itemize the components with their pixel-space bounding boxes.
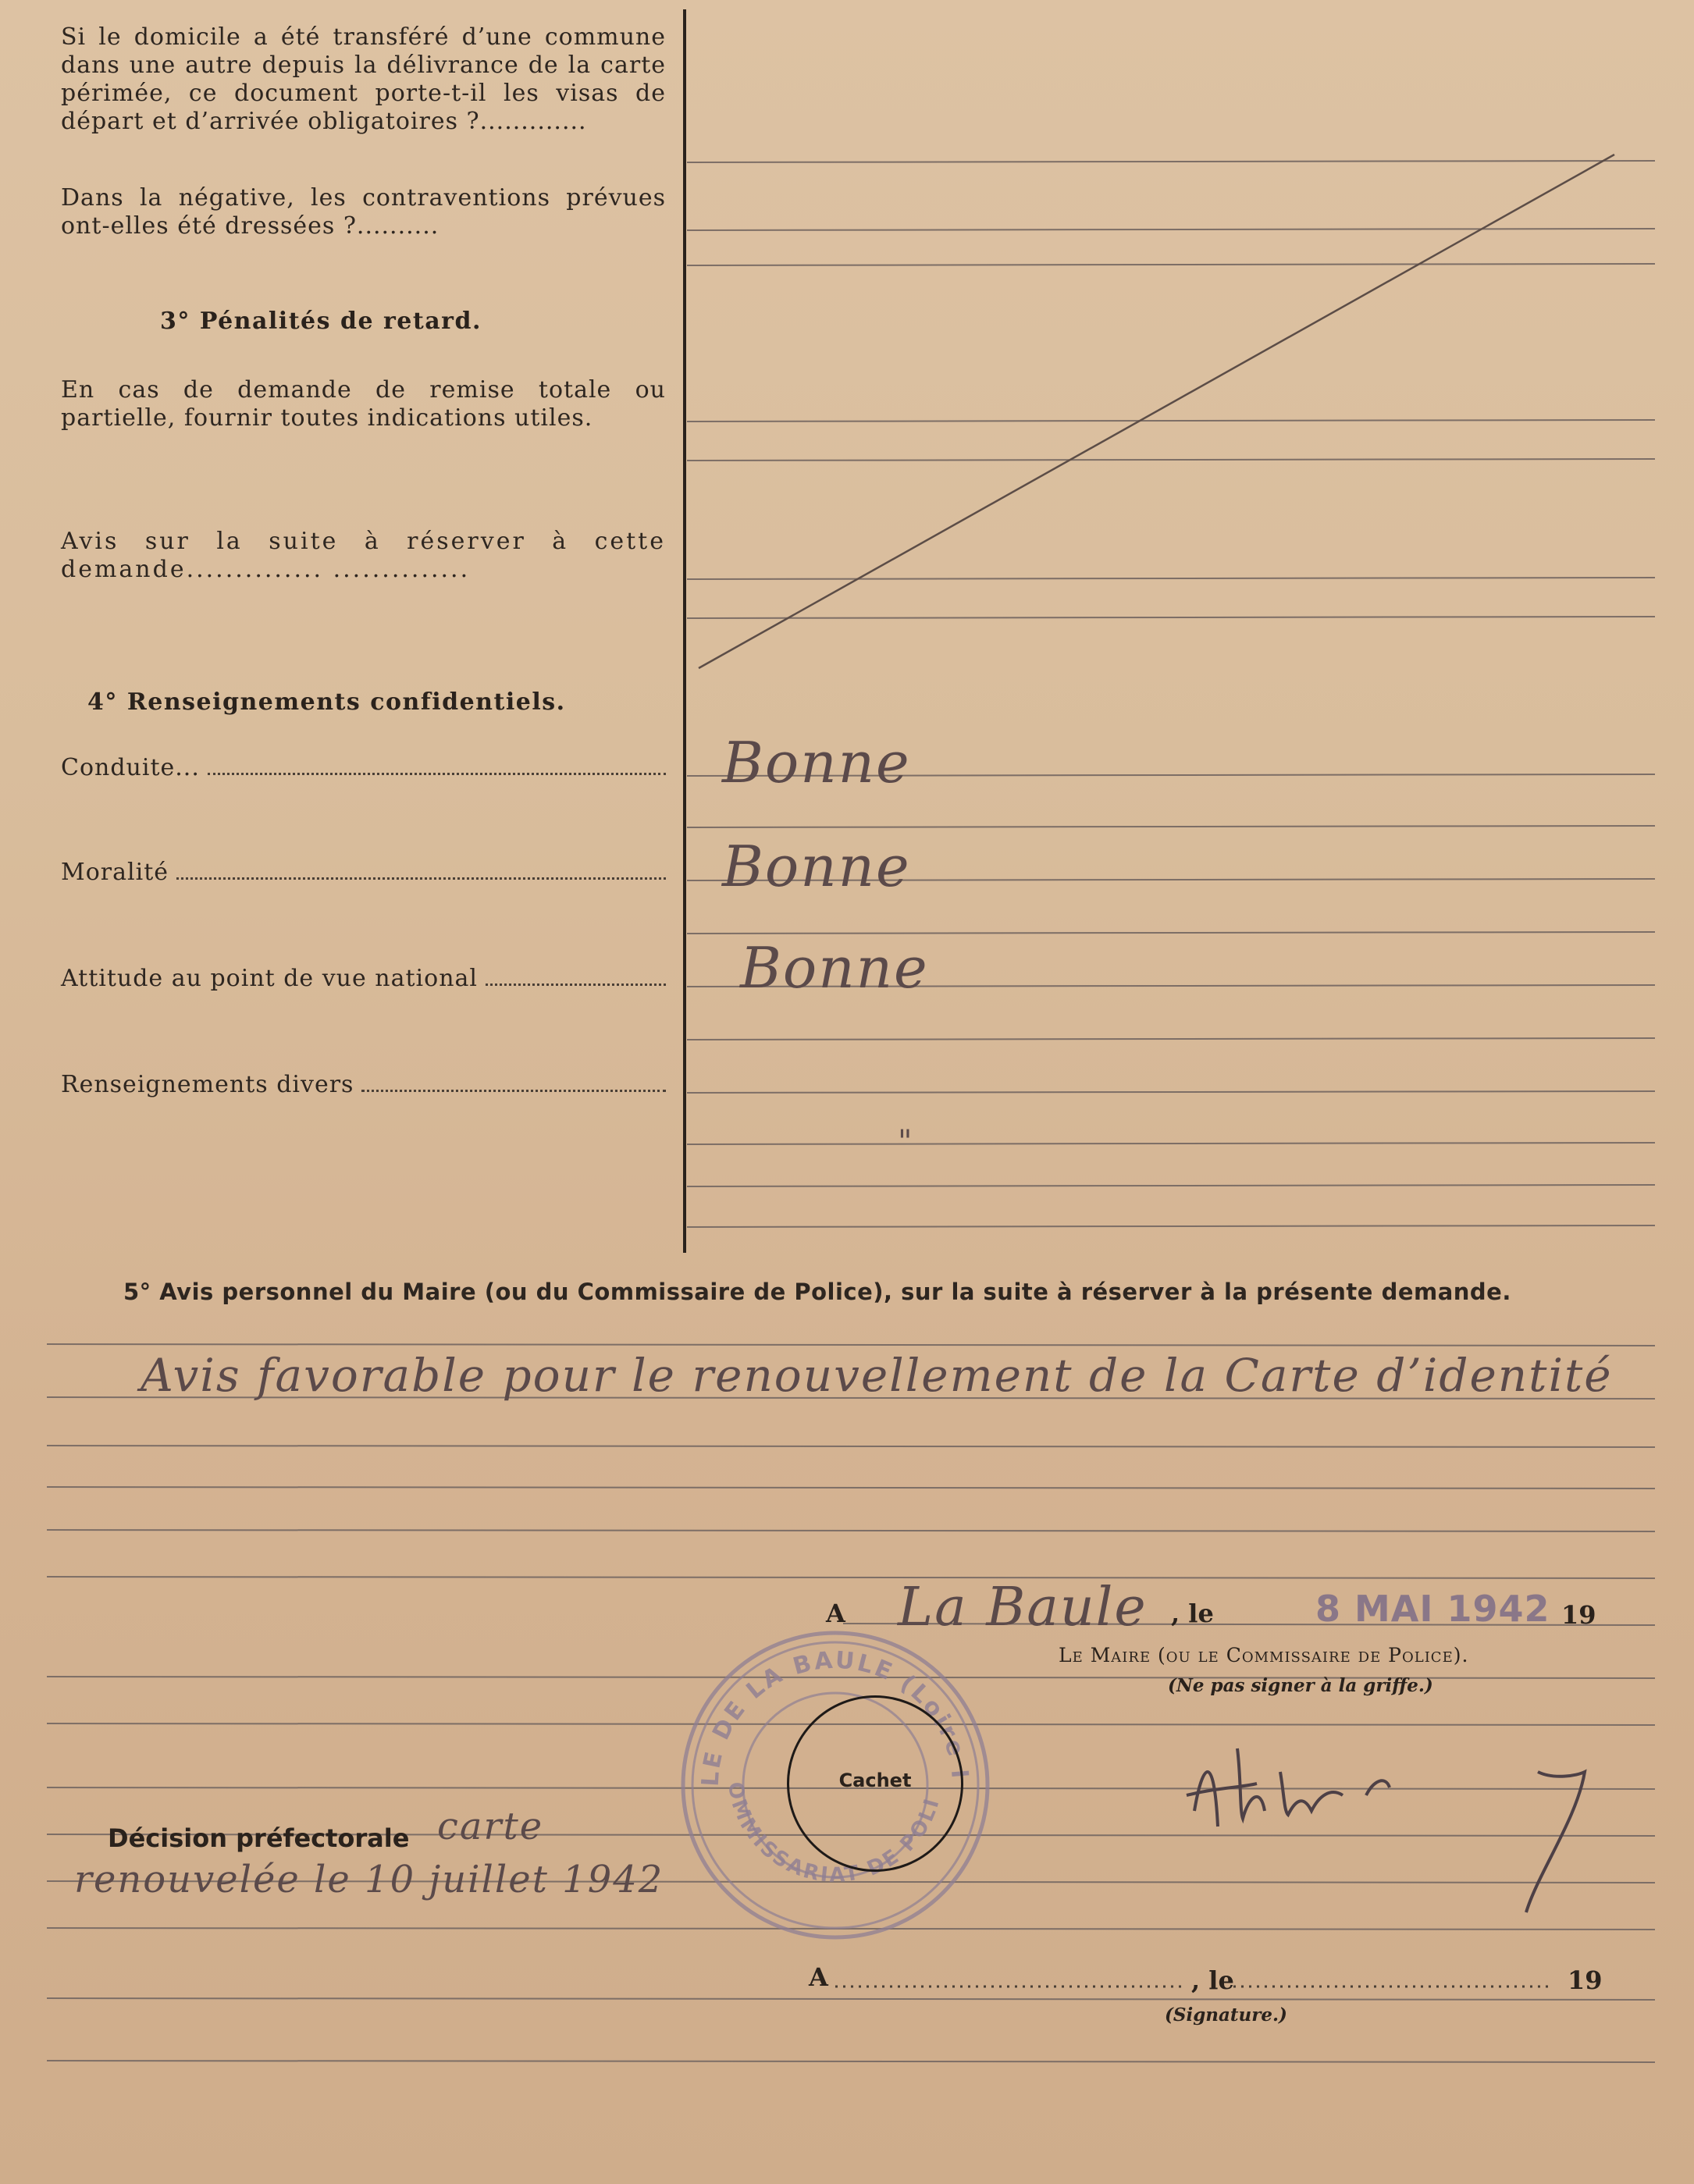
date-stamp: 8 MAI 1942	[1315, 1588, 1550, 1630]
answer-divers: "	[898, 1124, 914, 1160]
row-attitude	[61, 965, 666, 996]
mayor-signature	[1171, 1702, 1608, 1920]
moralite-label: Moralité	[61, 859, 169, 886]
mayor-a: A	[826, 1599, 845, 1628]
prefecture-le: , le	[1191, 1965, 1234, 1995]
dot-leader	[208, 756, 666, 775]
question-remise: En cas de demande de remise totale ou partielle, fournir toutes indications utiles.	[61, 376, 666, 432]
answer-conduite: Bonne	[722, 730, 911, 795]
prefecture-label: Décision préfectorale	[108, 1823, 410, 1853]
dot-leader	[361, 1072, 666, 1092]
mayor-place: La Baule	[898, 1577, 1148, 1638]
cachet-label: Cachet	[838, 1770, 912, 1791]
row-moralite	[61, 859, 666, 890]
seal-ring-top: LE DE LA BAULE (Loire I	[696, 1646, 973, 1787]
question-contraventions: Dans la négative, les contraventions prévues ont-elles été dressées ?..........	[61, 184, 666, 240]
row-conduite	[61, 754, 666, 785]
right-ruled-lines	[687, 161, 1655, 1227]
question-visas: Si le domicile a été transféré d’une commune dans une autre depuis la délivrance de la carte périmée, ce document porte-t-il les visas de départ et d’arrivée obligatoires ?.............	[61, 23, 666, 135]
prefecture-a: A	[809, 1962, 828, 1992]
mayor-year: 19	[1561, 1600, 1596, 1630]
dot-leader	[176, 860, 666, 880]
prefecture-year: 19	[1568, 1965, 1603, 1995]
police-seal	[675, 1625, 995, 1945]
answer-section-5: Avis favorable pour le renouvellement de la Carte d’identité	[141, 1349, 1613, 1402]
diagonal-strike	[699, 155, 1614, 668]
prefecture-handwritten-1: carte	[437, 1805, 544, 1848]
dot-leader	[486, 966, 666, 986]
divers-label: Renseignements divers	[61, 1071, 354, 1098]
answer-moralite: Bonne	[722, 834, 911, 899]
section-5-heading: 5° Avis personnel du Maire (ou du Commissaire de Police), sur la suite à réserver à la présente demande.	[123, 1279, 1511, 1305]
signature-label: (Signature.)	[1165, 2004, 1287, 2026]
section-4-heading: 4° Renseignements confidentiels.	[87, 688, 566, 716]
section-3-heading: 3° Pénalités de retard.	[160, 308, 482, 335]
answer-attitude: Bonne	[740, 935, 929, 1001]
signer-title: Le Maire (ou le Commissaire de Police).	[1059, 1644, 1469, 1666]
prefecture-handwritten-2: renouvelée le 10 juillet 1942	[74, 1858, 664, 1901]
attitude-label: Attitude au point de vue national	[61, 965, 479, 992]
conduite-label: Conduite...	[61, 754, 200, 781]
seal-ring-bottom: OMMISSARIAT DE POLI	[722, 1780, 945, 1887]
signer-note: (Ne pas signer à la griffe.)	[1168, 1675, 1433, 1696]
question-avis: Avis sur la suite à réserver à cette demande.............. ..............	[61, 528, 666, 583]
row-divers	[61, 1071, 666, 1102]
mayor-le: , le	[1171, 1599, 1214, 1628]
